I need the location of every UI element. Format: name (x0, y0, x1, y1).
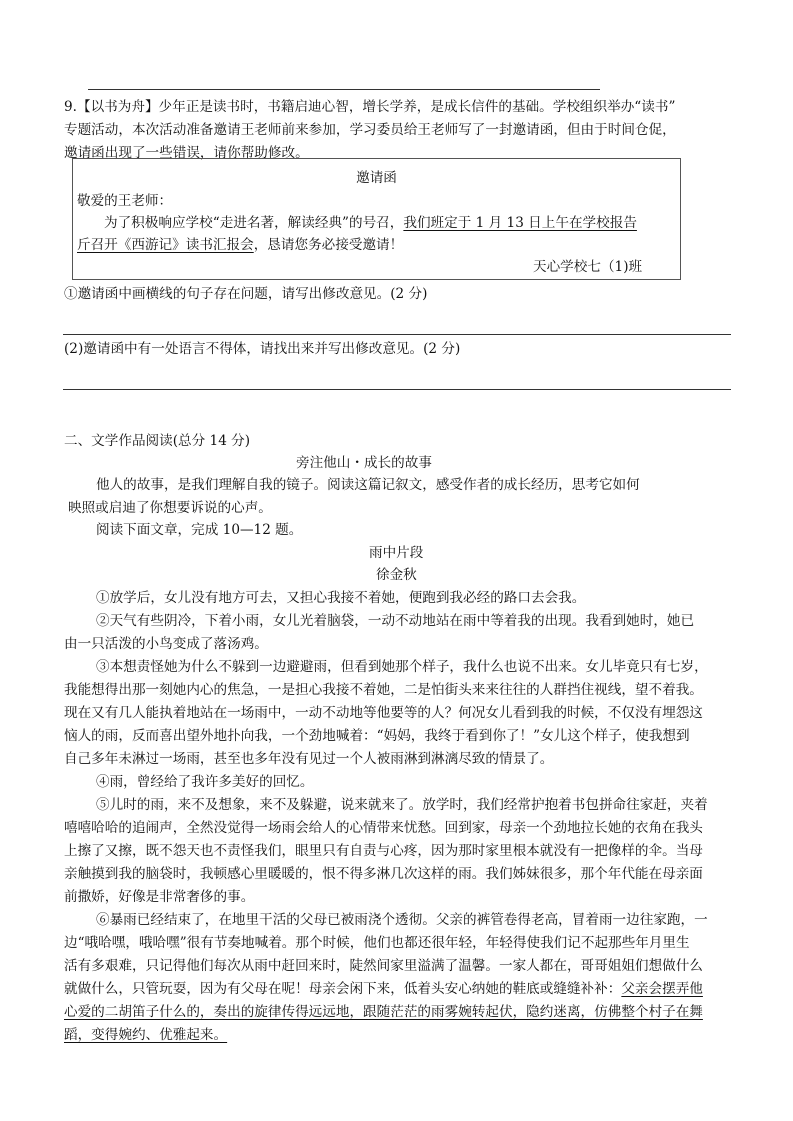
letter-body-1-text: 为了积极响应学校“走进名著，解读经典”的号召， (104, 215, 404, 231)
paragraph-5-line-5: 前撒娇，好像是非常奢侈的事。 (64, 889, 255, 905)
paragraph-3-line-3: 现在又有几人能执着地站在一场雨中，一动不动地等他要等的人？何况女儿看到我的时候，不仅没有埋怨这 (64, 705, 703, 721)
letter-body-line-1 (104, 212, 637, 235)
letter-salutation: 敬爱的王老师： (77, 193, 173, 209)
paragraph-1: ①放学后，女儿没有地方可去，又担心我接不着她，便跑到我必经的路口去会我。 (96, 590, 586, 606)
paragraph-3-line-1: ③本想责怪她为什么不躲到一边避避雨，但看到她那个样子，我什么也说不出来。女儿毕竟只有七岁， (96, 659, 708, 675)
letter-signature: 天心学校七（1)班 (533, 259, 643, 275)
letter-body-line-2 (77, 234, 403, 257)
paragraph-4: ④雨，曾经给了我许多美好的回忆。 (96, 774, 314, 790)
section-heading: 二、文学作品阅读(总分 14 分) (64, 433, 251, 449)
section-subtitle: 旁注他山・成长的故事 (296, 455, 432, 471)
paragraph-6-line-3: 活有多艰难，只记得他们每次从雨中赶回来时，陡然间家里溢满了温馨。一家人都在，哥哥姐姐们想做什么 (64, 958, 703, 974)
paragraph-2-line-1: ②天气有些阴冷，下着小雨，女儿光着脑袋，一动不动地站在雨中等着我的出现。我看到她时，她已 (96, 613, 695, 629)
paragraph-6-line-4-text: 就做什么，只管玩耍，因为有父母在呢！母亲会闲下来，低着头安心纳她的鞋底或缝缝补补： (64, 981, 622, 997)
section-intro-line-2: 映照或启迪了你想要诉说的心声。 (68, 500, 272, 516)
letter-underlined-sentence-part-1: 我们班定于 1 月 13 日上午在学校报告 (403, 215, 637, 231)
q9-line-2: 专题活动，本次活动准备邀请王老师前来参加，学习委员给王老师写了一封邀请函，但由于时间仓促， (64, 122, 676, 138)
paragraph-5-line-3: 上擦了又擦，既不怨天也不责怪我们，眼里只有自责与心疼，因为那时家里根本就没有一把像样的伞。当母 (64, 843, 703, 859)
underlined-sentence-part-1: 父亲会摆弄他 (621, 981, 703, 997)
reading-instruction: 阅读下面文章，完成 10—12 题。 (96, 522, 303, 538)
article-title: 雨中片段 (369, 545, 424, 561)
letter-underlined-sentence-part-2: 斤召开《西游记》读书汇报会 (77, 237, 254, 253)
sub-question-2: (2)邀请函中有一处语言不得体，请找出来并写出修改意见。(2 分) (64, 341, 461, 357)
q9-line-3: 邀请函出现了一些错误，请你帮助修改。 (64, 145, 309, 161)
paragraph-2-line-2: 由一只活泼的小鸟变成了落汤鸡。 (64, 636, 268, 652)
letter-title: 邀请函 (356, 170, 397, 186)
top-divider (88, 89, 600, 90)
section-intro-line-1: 他人的故事，是我们理解自我的镜子。阅读这篇记叙文，感受作者的成长经历，思考它如何 (96, 477, 640, 493)
answer-line-2[interactable] (63, 389, 731, 390)
underlined-sentence-part-2: 心爱的二胡笛子什么的，奏出的旋律传得远远地，跟随茫茫的雨雾婉转起伏，隐约迷离，仿佛整个村子在舞 (64, 1004, 703, 1020)
paragraph-3-line-2: 我能想得出那一刻她内心的焦急，一是担心我接不着她，二是怕街头来来往往的人群挡住视线，望不着我。 (64, 682, 703, 698)
paragraph-5-line-1: ⑤儿时的雨，来不及想象，来不及躲避，说来就来了。放学时，我们经常护抱着书包拼命往家赶，夹着 (96, 797, 708, 813)
article-author: 徐金秋 (376, 567, 417, 583)
paragraph-3-line-5: 自己多年未淋过一场雨，甚至也多年没有见过一个人被雨淋到淋漓尽致的情景了。 (64, 751, 554, 767)
underlined-sentence-part-3: 蹈，变得婉约、优雅起来。 (64, 1027, 228, 1043)
paragraph-6-line-4 (64, 978, 703, 1001)
letter-body-2-text: ，恳请您务必接受邀请！ (253, 237, 404, 253)
sub-question-1: ①邀请函中画横线的句子存在问题，请写出修改意见。(2 分) (64, 286, 428, 302)
paragraph-3-line-4: 恼人的雨，反而喜出望外地扑向我，一个劲地喊着：“妈妈，我终于看到你了！”女儿这个样子，使我想到 (64, 728, 690, 744)
q9-line-1: 9.【以书为舟】少年正是读书时，书籍启迪心智，增长学养，是成长信件的基础。学校组织举办“读书” (64, 99, 676, 115)
paragraph-5-line-2: 嘻嘻哈哈的追闹声，全然没觉得一场雨会给人的心情带来忧愁。回到家，母亲一个劲地拉长她的衣角在我头 (64, 820, 703, 836)
paragraph-6-line-1: ⑥暴雨已经结束了，在地里干活的父母已被雨浇个透彻。父亲的裤管卷得老高，冒着雨一边往家跑，一 (96, 912, 708, 928)
paragraph-5-line-4: 亲触摸到我的脑袋时，我顿感心里暖暖的，恨不得多淋几次这样的雨。我们姊妹很多，那个年代能在母亲面 (64, 866, 703, 882)
paragraph-6-line-2: 边“哦哈嘿，哦哈嘿”很有节奏地喊着。那个时候，他们也都还很年轻，年轻得使我们记不起那些年月里生 (64, 935, 690, 951)
answer-line-1[interactable] (63, 334, 731, 335)
